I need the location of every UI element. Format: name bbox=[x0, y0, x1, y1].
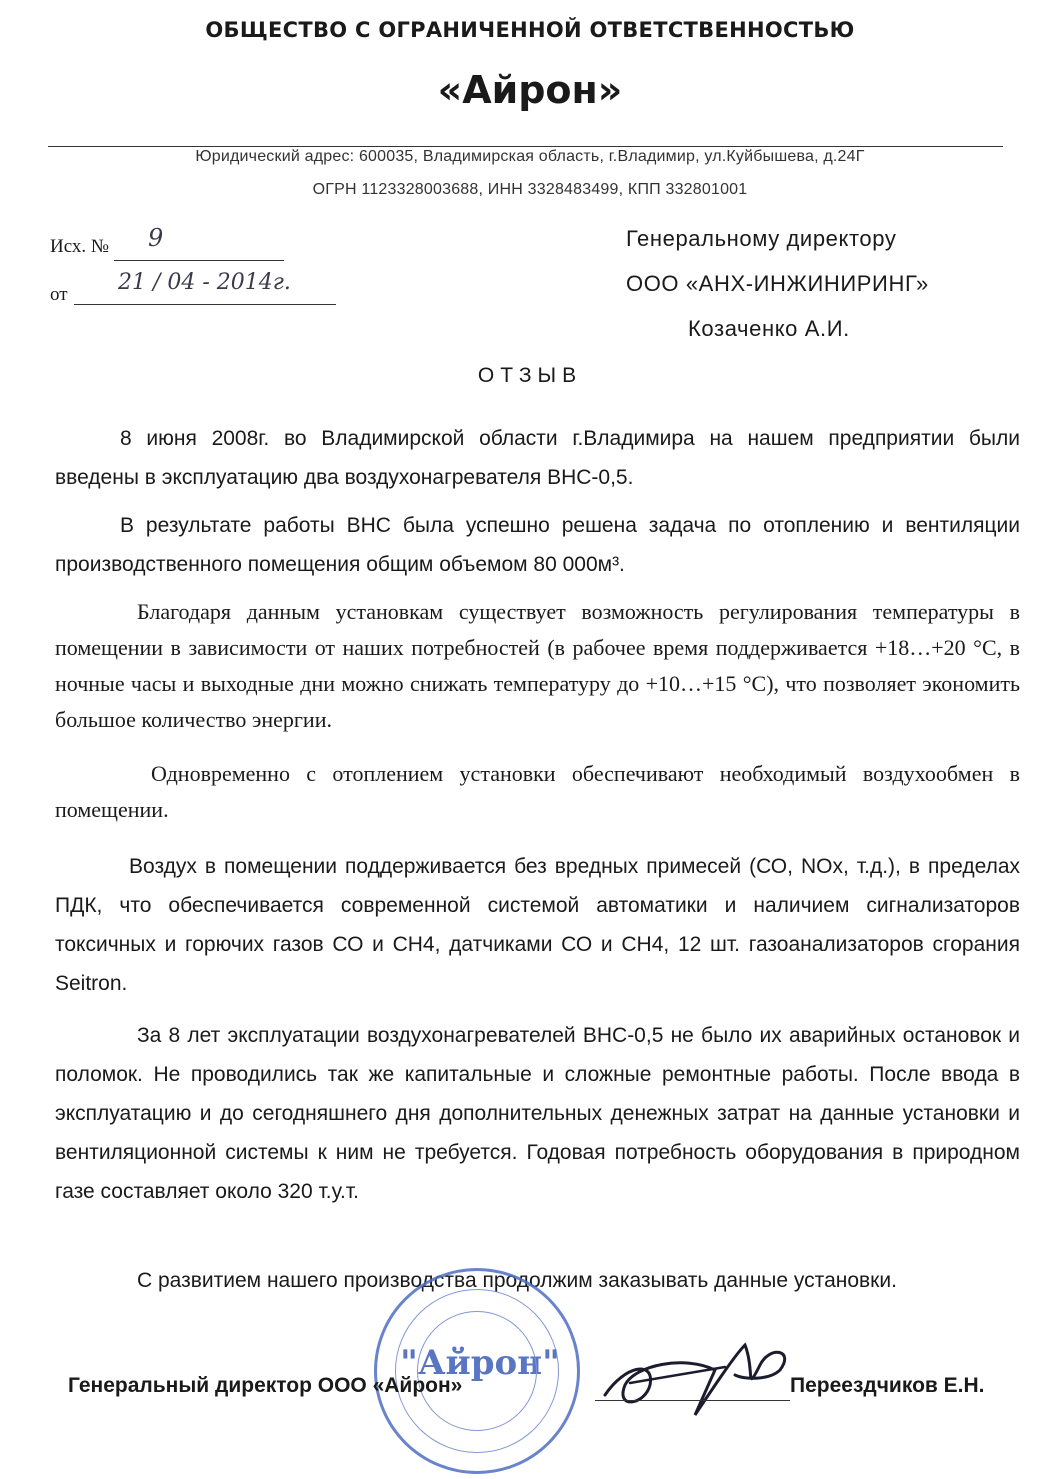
body-paragraph: В результате работы ВНС была успешно решена задача по отоплению и вентиляции производственного помещения общим объемом 80 000м³. bbox=[55, 514, 1020, 576]
organization-type: ОБЩЕСТВО С ОГРАНИЧЕННОЙ ОТВЕТСТВЕННОСТЬЮ bbox=[205, 18, 855, 42]
body-paragraph: Воздух в помещении поддерживается без вредных примесей (СО, NOx, т.д.), в пределах ПДК, что обеспечивается современной системой автоматики и наличием сигнализаторов токсичных и горючих газов СО и СН4, датчиками СО и СН4, 12 шт. газоанализаторов сгорания Seitron. bbox=[55, 855, 1020, 995]
body-paragraph: Благодаря данным установкам существует возможность регулирования температуры в помещении в зависимости от наших потребностей (в рабочее время поддерживается +18…+20 °С, в ночные часы и выходные дни можно снижать температуру до +10…+15 °С), что позволяет экономить большое количество энергии. bbox=[55, 599, 1020, 732]
addressee-position: Генеральному директору bbox=[626, 226, 897, 251]
legal-address: Юридический адрес: 600035, Владимирская область, г.Владимир, ул.Куйбышева, д.24Г bbox=[195, 148, 865, 165]
outgoing-number-value: 9 bbox=[148, 224, 164, 252]
company-stamp bbox=[374, 1268, 580, 1474]
body-paragraph: С развитием нашего производства продолжим заказывать данные установки. bbox=[137, 1269, 897, 1292]
company-requisites: ОГРН 1123328003688, ИНН 3328483499, КПП 332801001 bbox=[312, 181, 748, 198]
signatory-position: Генеральный директор ООО «Айрон» bbox=[68, 1374, 463, 1397]
body-paragraph: 8 июня 2008г. во Владимирской области г.Владимира на нашем предприятии были введены в эксплуатацию два воздухонагревателя ВНС-0,5. bbox=[55, 427, 1020, 489]
addressee-name: Козаченко А.И. bbox=[688, 316, 850, 341]
handwritten-signature bbox=[595, 1325, 815, 1425]
outgoing-number-label: Исх. № bbox=[50, 236, 110, 257]
addressee-company: ООО «АНХ-ИНЖИНИРИНГ» bbox=[626, 271, 929, 296]
date-value: 21 / 04 - 2014г. bbox=[118, 270, 291, 295]
date-line bbox=[74, 304, 336, 305]
document-title: ОТЗЫВ bbox=[477, 364, 583, 387]
outgoing-number-line bbox=[114, 260, 284, 261]
date-label: от bbox=[50, 284, 68, 305]
letterhead-divider bbox=[48, 146, 1003, 147]
body-paragraph: Одновременно с отоплением установки обеспечивают необходимый воздухообмен в помещении. bbox=[55, 761, 1020, 822]
organization-name: «Айрон» bbox=[437, 68, 623, 112]
signatory-name: Переездчиков Е.Н. bbox=[790, 1374, 985, 1397]
body-paragraph: За 8 лет эксплуатации воздухонагревателей ВНС-0,5 не было их аварийных остановок и поломок. Не проводились так же капитальные и сложные ремонтные работы. После ввода в эксплуатацию и до сегодняшнего дня дополнительных денежных затрат на данные установки и вентиляционной системы к ним не требуется. Годовая потребность оборудования в природном газе составляет около 320 т.у.т. bbox=[55, 1024, 1020, 1203]
stamp-center-text: "Айрон" bbox=[400, 1343, 560, 1383]
signature-line bbox=[595, 1400, 790, 1401]
